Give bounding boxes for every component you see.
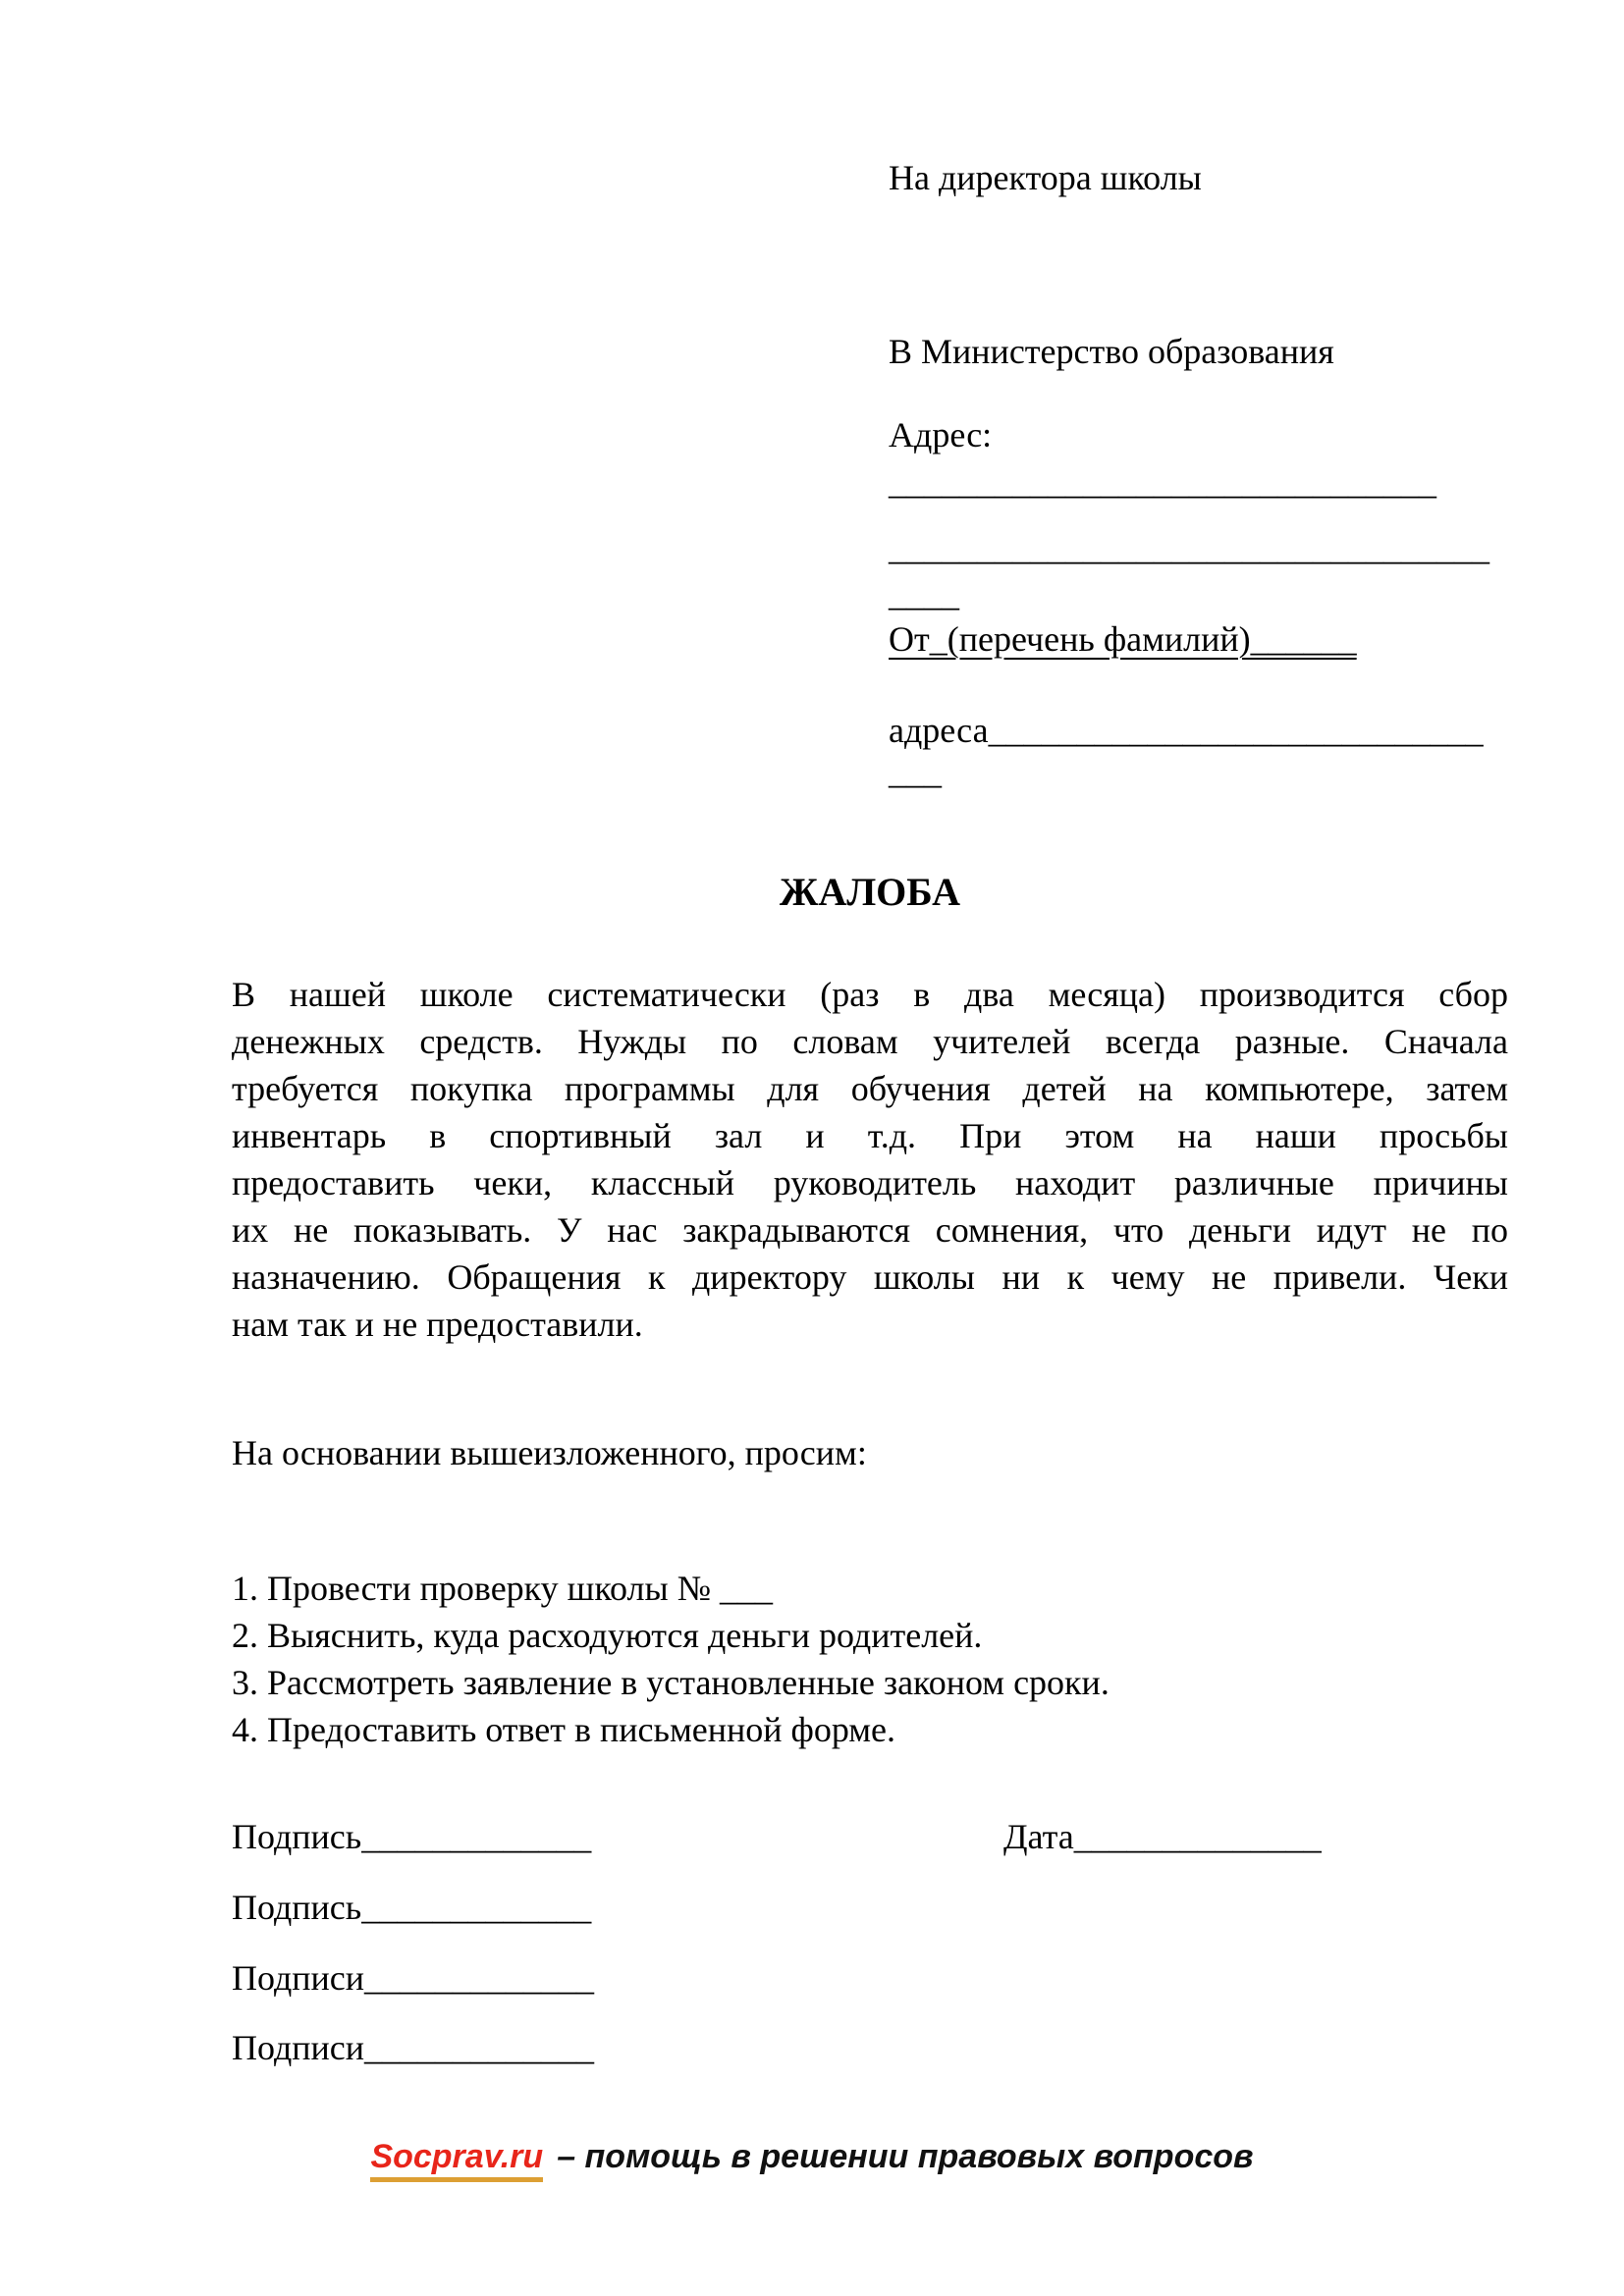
- body-line: нам так и не предоставили.: [232, 1305, 643, 1344]
- request-intro-line: На основании вышеизложенного, просим:: [232, 1433, 867, 1472]
- request-item: 3. Рассмотреть заявление в установленные законом сроки.: [232, 1663, 1110, 1702]
- body-line: предоставить чеки, классный руководитель находит различные причины: [232, 1163, 1508, 1202]
- date-line: Дата______________: [1003, 1817, 1322, 1856]
- body-line: назначению. Обращения к директору школы ни к чему не привели. Чеки: [232, 1257, 1508, 1297]
- body-line: требуется покупка программы для обучения детей на компьютере, затем: [232, 1069, 1508, 1108]
- addresses-line: адреса____________________________: [889, 711, 1484, 750]
- request-item: 4. Предоставить ответ в письменной форме.: [232, 1710, 896, 1749]
- from-names-underlined-text: От_(перечень фамилий)______: [889, 619, 1357, 659]
- body-line: В нашей школе систематически (раз в два месяца) производится сбор: [232, 975, 1508, 1014]
- signature-line: Подпись_____________: [232, 1888, 592, 1927]
- footer-brand-link[interactable]: Socprav.ru: [370, 2139, 543, 2182]
- request-item: 2. Выяснить, куда расходуются деньги родителей.: [232, 1616, 983, 1655]
- signature-line: Подписи_____________: [232, 1958, 595, 1998]
- addresses-blank-line: ___: [889, 752, 942, 791]
- complaint-body-paragraph: [232, 971, 1508, 1348]
- document-title: ЖАЛОБА: [779, 870, 961, 914]
- address-blank-line-2: __________________________________: [889, 528, 1489, 567]
- addressee-line: На директора школы: [889, 158, 1202, 197]
- request-list: [232, 1565, 1508, 1753]
- signature-line: Подписи_____________: [232, 2028, 595, 2067]
- address-label: Адрес:: [889, 415, 993, 454]
- from-names-line: [889, 615, 1357, 663]
- request-item: 1. Провести проверку школы № ___: [232, 1569, 774, 1608]
- address-blank-line-3: ____: [889, 574, 959, 614]
- body-line: денежных средств. Нужды по словам учителей всегда разные. Сначала: [232, 1022, 1508, 1061]
- footer-tagline: – помощь в решении правовых вопросов: [557, 2138, 1254, 2175]
- address-blank-line-1: _______________________________: [889, 462, 1436, 502]
- signature-line: Подпись_____________: [232, 1817, 592, 1856]
- ministry-line: В Министерство образования: [889, 332, 1334, 371]
- body-line: их не показывать. У нас закрадываются сомнения, что деньги идут не по: [232, 1210, 1508, 1250]
- footer: [0, 2135, 1624, 2182]
- body-line: инвентарь в спортивный зал и т.д. При этом на наши просьбы: [232, 1116, 1508, 1155]
